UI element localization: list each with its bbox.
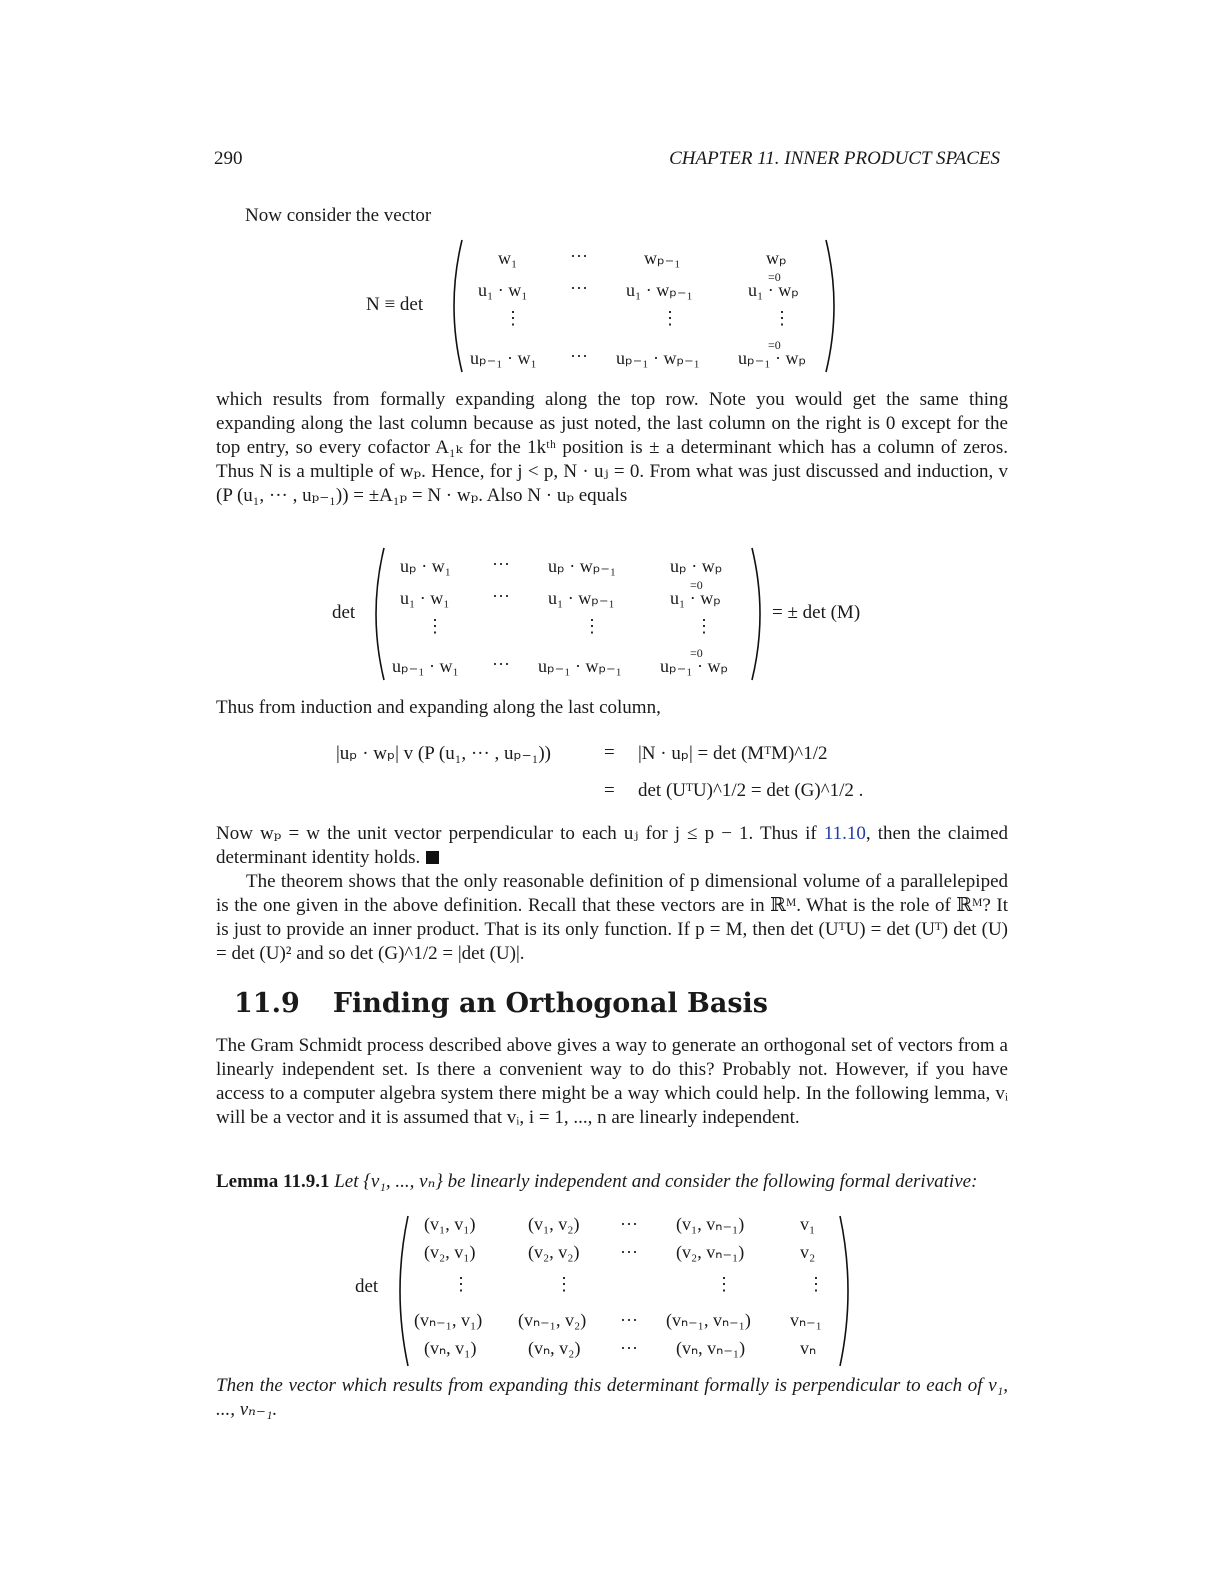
matrix-cell: uₚ₋₁ · wₚ (738, 348, 807, 368)
matrix-cell: ··· (570, 346, 588, 366)
zero-annotation: =0 (768, 338, 781, 352)
matrix-cell: (vₙ₋₁, v₁) (414, 1310, 483, 1330)
matrix-cell: ⋮ (661, 308, 679, 328)
matrix-cell: (vₙ, v₁) (424, 1338, 477, 1358)
matrix-cell: ··· (570, 246, 588, 266)
left-paren (444, 236, 466, 376)
matrix-cell: (vₙ₋₁, v₂) (518, 1310, 587, 1330)
text-run: , then the claimed determinant identity holds. (216, 823, 1008, 868)
paragraph (216, 822, 1008, 870)
matrix-cell: (v₁, vₙ₋₁) (676, 1214, 745, 1234)
right-paren (748, 544, 770, 684)
matrix-cell: uₚ · wₚ (670, 556, 723, 576)
qed-square-icon (426, 851, 439, 864)
matrix-cell: ⋮ (504, 308, 522, 328)
matrix-cell: uₚ₋₁ · wₚ₋₁ (538, 656, 622, 676)
matrix-cell: ⋮ (583, 616, 601, 636)
matrix-cell: ··· (492, 586, 510, 606)
matrix-cell: ⋮ (555, 1274, 573, 1294)
matrix-cell: ⋮ (695, 616, 713, 636)
matrix-cell: uₚ₋₁ · w₁ (392, 656, 459, 676)
right-paren (836, 1212, 858, 1370)
left-paren (390, 1212, 412, 1370)
matrix-cell: ··· (620, 1310, 638, 1330)
matrix-cell: ⋮ (773, 308, 791, 328)
matrix-cell: ··· (492, 554, 510, 574)
matrix-n-dot-up (0, 544, 1224, 684)
matrix-cell: ⋮ (426, 616, 444, 636)
equation-equals: = (604, 742, 615, 763)
equation-reference-link[interactable]: 11.10 (823, 823, 866, 844)
matrix-prefix: N ≡ det (366, 294, 424, 315)
matrix-cell: uₚ₋₁ · wₚ (660, 656, 729, 676)
matrix-gram-determinant (0, 1212, 1224, 1370)
matrix-cell: (vₙ, vₙ₋₁) (676, 1338, 746, 1358)
matrix-cell: vₙ₋₁ (790, 1310, 822, 1330)
equation-rhs: |N · uₚ| = det (MᵀM)^1/2 (638, 743, 828, 764)
lemma-text: Let {v₁, ..., vₙ} be linearly independent and consider the following formal derivative: (334, 1171, 978, 1192)
section-title: Finding an Orthogonal Basis (332, 988, 768, 1019)
matrix-cell: (v₁, v₁) (424, 1214, 476, 1234)
section-number: 11.9 (234, 988, 300, 1019)
matrix-prefix: det (332, 602, 356, 623)
equation-rhs: det (UᵀU)^1/2 = det (G)^1/2 . (638, 780, 864, 801)
matrix-cell: (v₂, vₙ₋₁) (676, 1242, 745, 1262)
matrix-cell: uₚ · w₁ (400, 556, 451, 576)
matrix-cell: u₁ · wₚ₋₁ (548, 588, 615, 608)
matrix-cell: ⋮ (807, 1274, 825, 1294)
zero-annotation: =0 (690, 578, 703, 592)
matrix-cell: (v₁, v₂) (528, 1214, 580, 1234)
lemma-label: Lemma 11.9.1 (216, 1171, 330, 1192)
matrix-n-determinant (0, 236, 1224, 376)
right-paren (822, 236, 844, 376)
aligned-equation (0, 732, 1224, 808)
matrix-cell: (v₂, v₁) (424, 1242, 476, 1262)
zero-annotation: =0 (768, 270, 781, 284)
matrix-cell: ⋮ (452, 1274, 470, 1294)
matrix-cell: ··· (620, 1242, 638, 1262)
paragraph: The theorem shows that the only reasonable definition of p dimensional volume of a parallelepiped is the one given in the above definition. Recall that these vectors are in ℝᴹ. What is the role of ℝᴹ? It is just to provide an inner product. That is its only function. If p = M, then det (UᵀU) = det (Uᵀ) det (U) = det (U)² and so det (G)^1/2 = |det (U)|. (216, 871, 1008, 964)
matrix-cell: wₚ (766, 248, 787, 268)
intro-line: Now consider the vector (245, 205, 432, 226)
matrix-cell: u₁ · wₚ (670, 588, 721, 608)
matrix-cell: ··· (620, 1338, 638, 1358)
matrix-cell: ··· (570, 278, 588, 298)
lemma-statement (216, 1170, 1008, 1194)
matrix-cell: u₁ · wₚ₋₁ (626, 280, 693, 300)
matrix-cell: vₙ (800, 1338, 817, 1358)
matrix-cell: v₂ (800, 1242, 816, 1262)
equation-equals: = (604, 780, 615, 801)
matrix-cell: (v₂, v₂) (528, 1242, 580, 1262)
matrix-cell: u₁ · w₁ (478, 280, 528, 300)
matrix-cell: u₁ · wₚ (748, 280, 799, 300)
matrix-cell: v₁ (800, 1214, 816, 1234)
matrix-cell: u₁ · w₁ (400, 588, 450, 608)
matrix-cell: uₚ₋₁ · wₚ₋₁ (616, 348, 700, 368)
matrix-cell: uₚ₋₁ · w₁ (470, 348, 537, 368)
section-heading (234, 988, 768, 1019)
page-number: 290 (214, 148, 243, 169)
matrix-cell: ⋮ (715, 1274, 733, 1294)
matrix-cell: (vₙ₋₁, vₙ₋₁) (666, 1310, 751, 1330)
matrix-prefix: det (355, 1276, 379, 1297)
zero-annotation: =0 (690, 646, 703, 660)
matrix-cell: wₚ₋₁ (644, 248, 681, 268)
paragraph: Thus from induction and expanding along the last column, (216, 697, 661, 718)
paragraph: which results from formally expanding along the top row. Note you would get the same thing expanding along the last column because as just noted, the last column on the right is 0 except for the top entry, so every cofactor A₁ₖ for the 1kᵗʰ position is ± a determinant which has a column of zeros. Thus N is a multiple of wₚ. Hence, for j < p, N · uⱼ = 0. From what was just discussed and induction, v (P (u₁, ··· , uₚ₋₁)) = ±A₁ₚ = N · wₚ. Also N · uₚ equals (216, 389, 1008, 506)
equation-lhs: |uₚ · wₚ| v (P (u₁, ··· , uₚ₋₁)) (336, 743, 551, 764)
matrix-cell: uₚ · wₚ₋₁ (548, 556, 617, 576)
matrix-cell: ··· (620, 1214, 638, 1234)
lemma-conclusion: Then the vector which results from expanding this determinant formally is perpendicular to each of v₁, ..., vₙ₋₁. (216, 1375, 1008, 1420)
left-paren (366, 544, 388, 684)
paragraph: The Gram Schmidt process described above gives a way to generate an orthogonal set of vectors from a linearly independent set. Is there a convenient way to do this? Probably not. However, if you have access to a computer algebra system there might be a way which could help. In the following lemma, vᵢ will be a vector and it is assumed that vᵢ, i = 1, ..., n are linearly independent. (216, 1035, 1008, 1128)
matrix-suffix: = ± det (M) (772, 602, 861, 623)
matrix-cell: (vₙ, v₂) (528, 1338, 581, 1358)
matrix-cell: ··· (492, 654, 510, 674)
text-run: Now wₚ = w the unit vector perpendicular to each uⱼ for j ≤ p − 1. Thus if (216, 823, 824, 844)
matrix-cell: w₁ (498, 248, 518, 268)
chapter-header: CHAPTER 11. INNER PRODUCT SPACES (669, 148, 1000, 169)
